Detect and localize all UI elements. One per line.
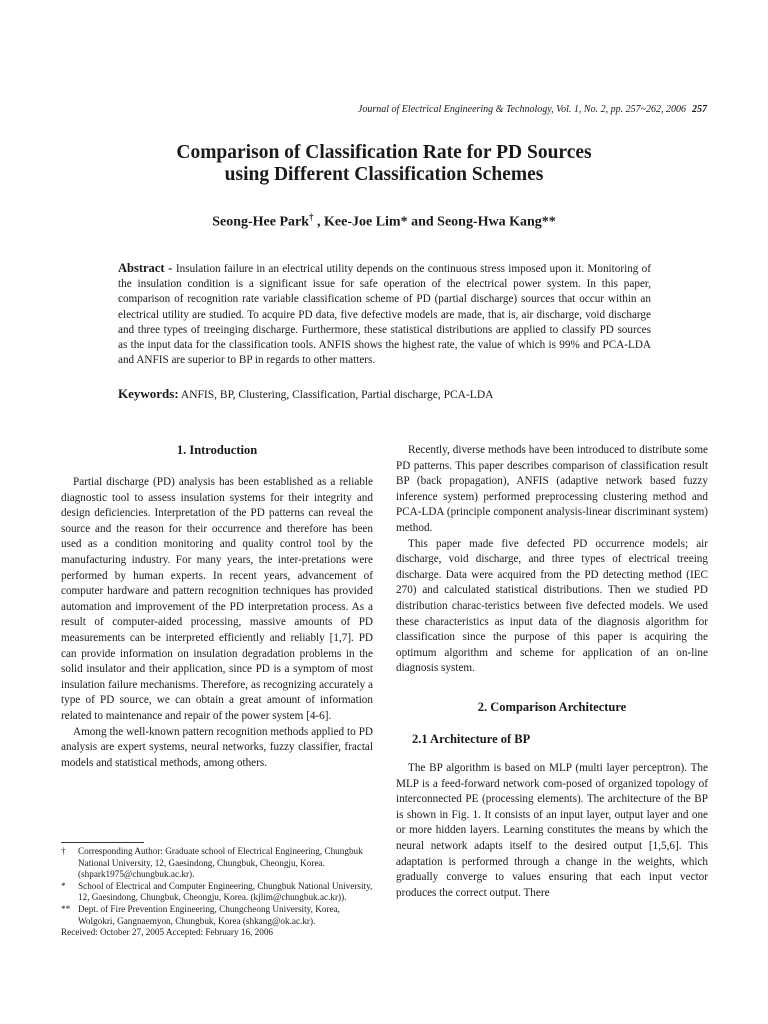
- footnote-corresponding-author: [61, 846, 373, 881]
- keywords: [118, 386, 658, 402]
- journal-citation: Journal of Electrical Engineering & Technology, Vol. 1, No. 2, pp. 257~262, 2006: [357, 104, 686, 115]
- section-heading-introduction: 1. Introduction: [176, 443, 258, 457]
- paper-title: [0, 142, 768, 186]
- footnote-text: Dept. of Fire Prevention Engineering, Chungcheong University, Korea, Wolgokri, Gangnaemyon, Chungbuk, Korea (shkang@ok.ac.kr).: [78, 903, 340, 926]
- author-list: [0, 212, 768, 231]
- bp-paragraph-1: The BP algorithm is based on MLP (multi layer perceptron). The MLP is a feed-forward network com-posed of organized topology of interconnected PE (processing elements). The architecture of the BP is shown in Fig. 1. It consists of an input layer, output layer and one or more hidden layers. Learning constitutes the means by which the neural network adapts itself to the desired output [1,5,6]. This adaptation is performed through a change in the weights, which gradually converge to values ensuring that each input vector produces the correct output. There: [396, 762, 708, 899]
- left-column: [61, 443, 373, 771]
- abstract-text: Insulation failure in an electrical utility depends on the continuous stress imposed upon it. Monitoring of the insulation condition is a significant issue for safe operation of the electrical power system. In this paper, comparison of recognition rate variable classification scheme of PD (partial discharge) sources that occur within an electrical utility are studied. To acquire PD data, five defective models are made, that is, air discharge, void discharge and three types of treeinging discharge. Furthermore, these statistical distributions are applied to classify PD sources as the input data for the classification tools. ANFIS shows the highest rate, the value of which is 99% and PCA-LDA and ANFIS are superior to BP in regards to other matters.: [118, 263, 651, 367]
- intro-paragraph-4: This paper made five defected PD occurrence models; air discharge, void discharge, and three types of electrical treeing discharge. Data were acquired from the PD detecting method (IEC 270) and calculated statistical distributions. Then we studied PD distribution charac-teristics between five defected models. We used these characteristics as input data of the diagnosis algorithm for classification since the purpose of this paper is acquiring the optimum algorithm and scheme for application of an on-line diagnosis system.: [396, 537, 708, 675]
- subsection-heading-bp: 2.1 Architecture of BP: [412, 731, 531, 746]
- abstract-label: Abstract -: [118, 261, 176, 275]
- corresponding-author-mark: †: [309, 212, 314, 222]
- footnote-mark: *: [61, 880, 66, 891]
- intro-paragraph-2: Among the well-known pattern recognition methods applied to PD analysis are expert systems, neural networks, fuzzy classifier, fractal models and statistical methods, among others.: [61, 725, 373, 769]
- footnote-author-2: [61, 881, 373, 904]
- intro-paragraph-3: Recently, diverse methods have been introduced to distribute some PD patterns. This paper describes comparison of classification result BP (back propagation), ANFIS (adaptive network based fuzzy inference system) performed preprocessing clustering method and PCA-LDA (principle component analysis-linear discriminant system) method.: [396, 444, 708, 534]
- title-line-2: using Different Classification Schemes: [224, 164, 544, 185]
- footnote-mark: †: [61, 846, 66, 856]
- footnotes: [61, 846, 373, 939]
- footnote-text: School of Electrical and Computer Engineering, Chungbuk National University, 12, Gaesindong, Chungbuk, Cheongju, Korea. (kjlim@chungbuk.ac.kr)).: [78, 880, 373, 903]
- footnote-mark: **: [61, 903, 71, 914]
- right-column: [396, 443, 708, 901]
- received-date: Received: October 27, 2005 Accepted: February 16, 2006: [61, 927, 274, 938]
- section-heading-comparison-architecture: 2. Comparison Architecture: [477, 699, 627, 714]
- intro-paragraph-1: Partial discharge (PD) analysis has been established as a reliable diagnostic tool to assess insulation systems for their integrity and design deficiencies. Interpretation of the PD patterns can reveal the source and the reason for their occurrence and therefore has been used as a condition monitoring and quality control tool by the manufacturing industry. For many years, the inter-pretations were performed by human experts. In recent years, advancement of computer hardware and pattern recognition techniques has provided automation and improvement of the PD interpretation process. As a result of computer-aided processing, massive amounts of PD measurements can be interpreted efficiently and reliably [1,7]. PD can provide information on insulation degradation problems in the solid insulator and their application, since PD is a symptom of most insulation failure mechanisms. Therefore, as recognizing accurately a type of PD source, we can obtain a great amount of information related to maintenance and repair of the power system [4-6].: [61, 476, 373, 722]
- page-number: 257: [692, 104, 707, 115]
- title-line-1: Comparison of Classification Rate for PD Sources: [176, 142, 592, 163]
- footnote-text: Corresponding Author: Graduate school of Electrical Engineering, Chungbuk National University, 12, Gaesindong, Chungbuk, Cheongju, Korea. (shpark1975@chungbuk.ac.kr).: [78, 846, 363, 880]
- abstract: [118, 261, 651, 368]
- author-1: Seong-Hee Park: [212, 214, 310, 230]
- keywords-text: ANFIS, BP, Clustering, Classification, Partial discharge, PCA-LDA: [178, 389, 494, 401]
- footnote-author-3: [61, 904, 373, 927]
- running-header: [0, 104, 707, 115]
- other-authors: , Kee-Joe Lim* and Seong-Hwa Kang**: [313, 214, 556, 230]
- footnote-rule: [61, 842, 144, 843]
- keywords-label: Keywords:: [118, 386, 179, 401]
